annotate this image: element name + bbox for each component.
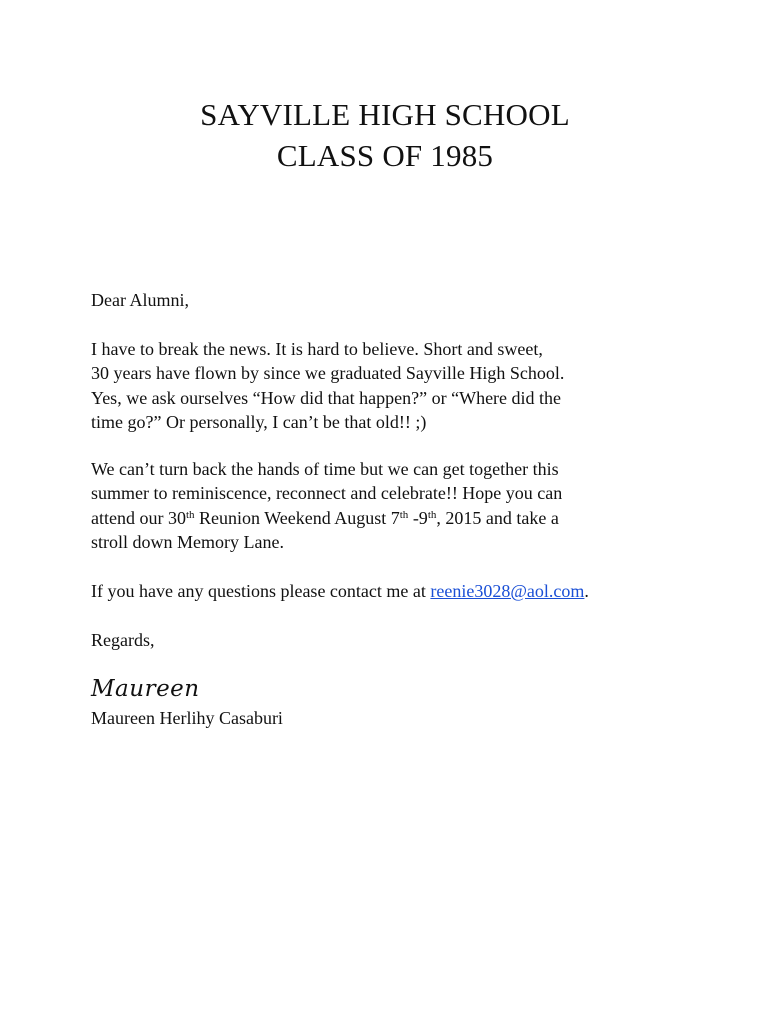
paragraph-line: Yes, we ask ourselves “How did that happen?” or “Where did the bbox=[91, 387, 562, 408]
contact-suffix: . bbox=[584, 581, 589, 601]
paragraph-line: summer to reminiscence, reconnect and celebrate!! Hope you can bbox=[91, 483, 563, 504]
heading-school-name: SAYVILLE HIGH SCHOOL bbox=[200, 97, 570, 132]
ordinal-suffix: th bbox=[185, 508, 195, 521]
paragraph-news bbox=[91, 337, 731, 435]
email-link[interactable]: reenie3028@aol.com bbox=[430, 581, 585, 601]
salutation: Dear Alumni, bbox=[91, 290, 189, 310]
paragraph-line: We can’t turn back the hands of time but we can get together this bbox=[91, 459, 559, 479]
paragraph-line: 30 years have flown by since we graduated Sayville High School. bbox=[91, 363, 565, 384]
text-segment: attend our 30 bbox=[91, 507, 186, 528]
text-segment: -9 bbox=[408, 507, 428, 528]
text-segment: , 2015 and take a bbox=[436, 507, 559, 528]
closing: Regards, bbox=[91, 630, 155, 650]
paragraph-reunion bbox=[91, 457, 731, 555]
contact-text: If you have any questions please contact me at bbox=[91, 581, 431, 601]
paragraph-line bbox=[91, 579, 731, 603]
ordinal-suffix: th bbox=[427, 508, 437, 521]
ordinal-suffix: th bbox=[399, 508, 409, 521]
handwritten-signature: Maureen bbox=[91, 676, 200, 702]
signer-name: Maureen Herlihy Casaburi bbox=[91, 708, 283, 728]
paragraph-line: time go?” Or personally, I can’t be that old!! ;) bbox=[91, 412, 427, 433]
paragraph-line: I have to break the news. It is hard to believe. Short and sweet, bbox=[91, 339, 543, 359]
text-segment: Reunion Weekend August 7 bbox=[194, 507, 400, 528]
paragraph-line-reunion-date bbox=[91, 506, 731, 530]
heading-class-year: CLASS OF 1985 bbox=[276, 138, 494, 173]
paragraph-line: stroll down Memory Lane. bbox=[91, 532, 284, 553]
paragraph-contact bbox=[91, 579, 731, 603]
